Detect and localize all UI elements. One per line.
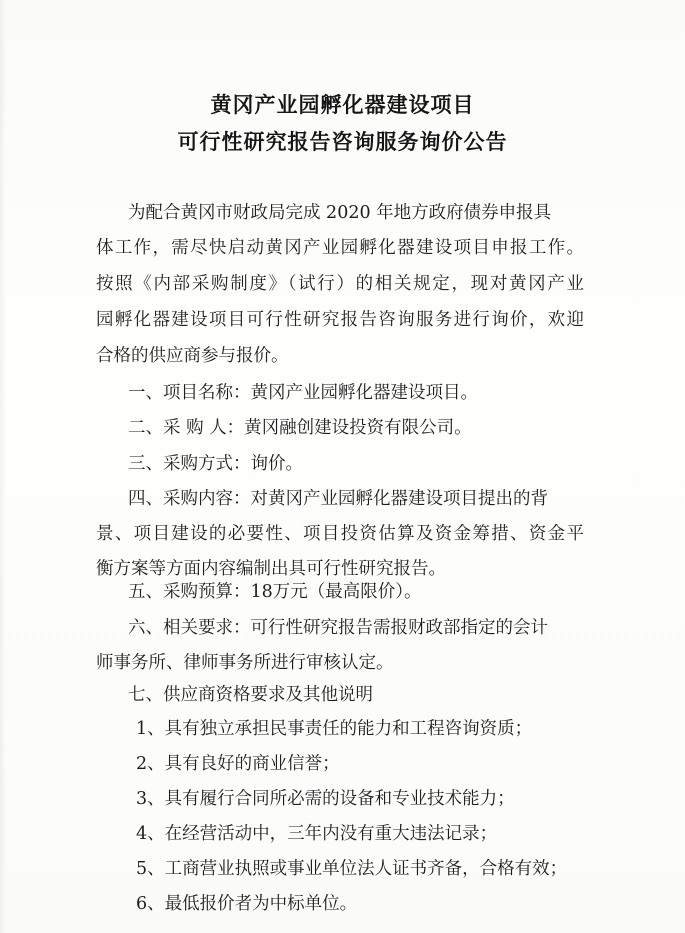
document-title-line-1: 黄冈产业园孵化器建设项目 bbox=[210, 93, 475, 117]
item-content-line-1: 四、采购内容：对黄冈产业园孵化器建设项目提出的背 bbox=[128, 489, 548, 509]
item-content-line-3: 衡方案等方面内容编制出具可行性研究报告。 bbox=[96, 559, 446, 579]
intro-line-1: 为配合黄冈市财政局完成 2020 年地方政府债券申报具 bbox=[128, 203, 552, 223]
item-requirements-line-1: 六、相关要求：可行性研究报告需报财政部指定的会计 bbox=[128, 618, 548, 638]
item-project-name: 一、项目名称：黄冈产业园孵化器建设项目。 bbox=[128, 383, 478, 403]
qualification-5: 5、工商营业执照或事业单位法人证书齐备，合格有效； bbox=[136, 859, 568, 879]
item-method: 三、采购方式：询价。 bbox=[128, 454, 303, 474]
qualification-1: 1、具有独立承担民事责任的能力和工程咨询资质； bbox=[136, 719, 533, 739]
item-requirements-line-2: 师事务所、律师事务所进行审核认定。 bbox=[96, 653, 394, 673]
qualification-3: 3、具有履行合同所必需的设备和专业技术能力； bbox=[136, 789, 515, 809]
item-qualification-heading: 七、供应商资格要求及其他说明 bbox=[128, 685, 373, 705]
intro-line-5: 合格的供应商参与报价。 bbox=[96, 346, 289, 366]
intro-line-3: 按照《内部采购制度》（试行）的相关规定，现对黄冈产业 bbox=[96, 274, 584, 294]
qualification-2: 2、具有良好的商业信誉； bbox=[136, 754, 340, 774]
item-content-line-2: 景、项目建设的必要性、项目投资估算及资金筹措、资金平 bbox=[96, 524, 584, 544]
qualification-6: 6、最低报价者为中标单位。 bbox=[136, 894, 358, 914]
intro-line-4: 园孵化器建设项目可行性研究报告咨询服务进行询价，欢迎 bbox=[96, 310, 584, 330]
document-title-line-2: 可行性研究报告咨询服务询价公告 bbox=[177, 130, 508, 154]
intro-line-2: 体工作，需尽快启动黄冈产业园孵化器建设项目申报工作。 bbox=[96, 238, 584, 258]
qualification-4: 4、在经营活动中，三年内没有重大违法记录； bbox=[136, 824, 498, 844]
item-purchaser: 二、采 购 人：黄冈融创建设投资有限公司。 bbox=[128, 418, 472, 438]
item-budget: 五、采购预算：18万元（最高限价）。 bbox=[128, 582, 422, 602]
